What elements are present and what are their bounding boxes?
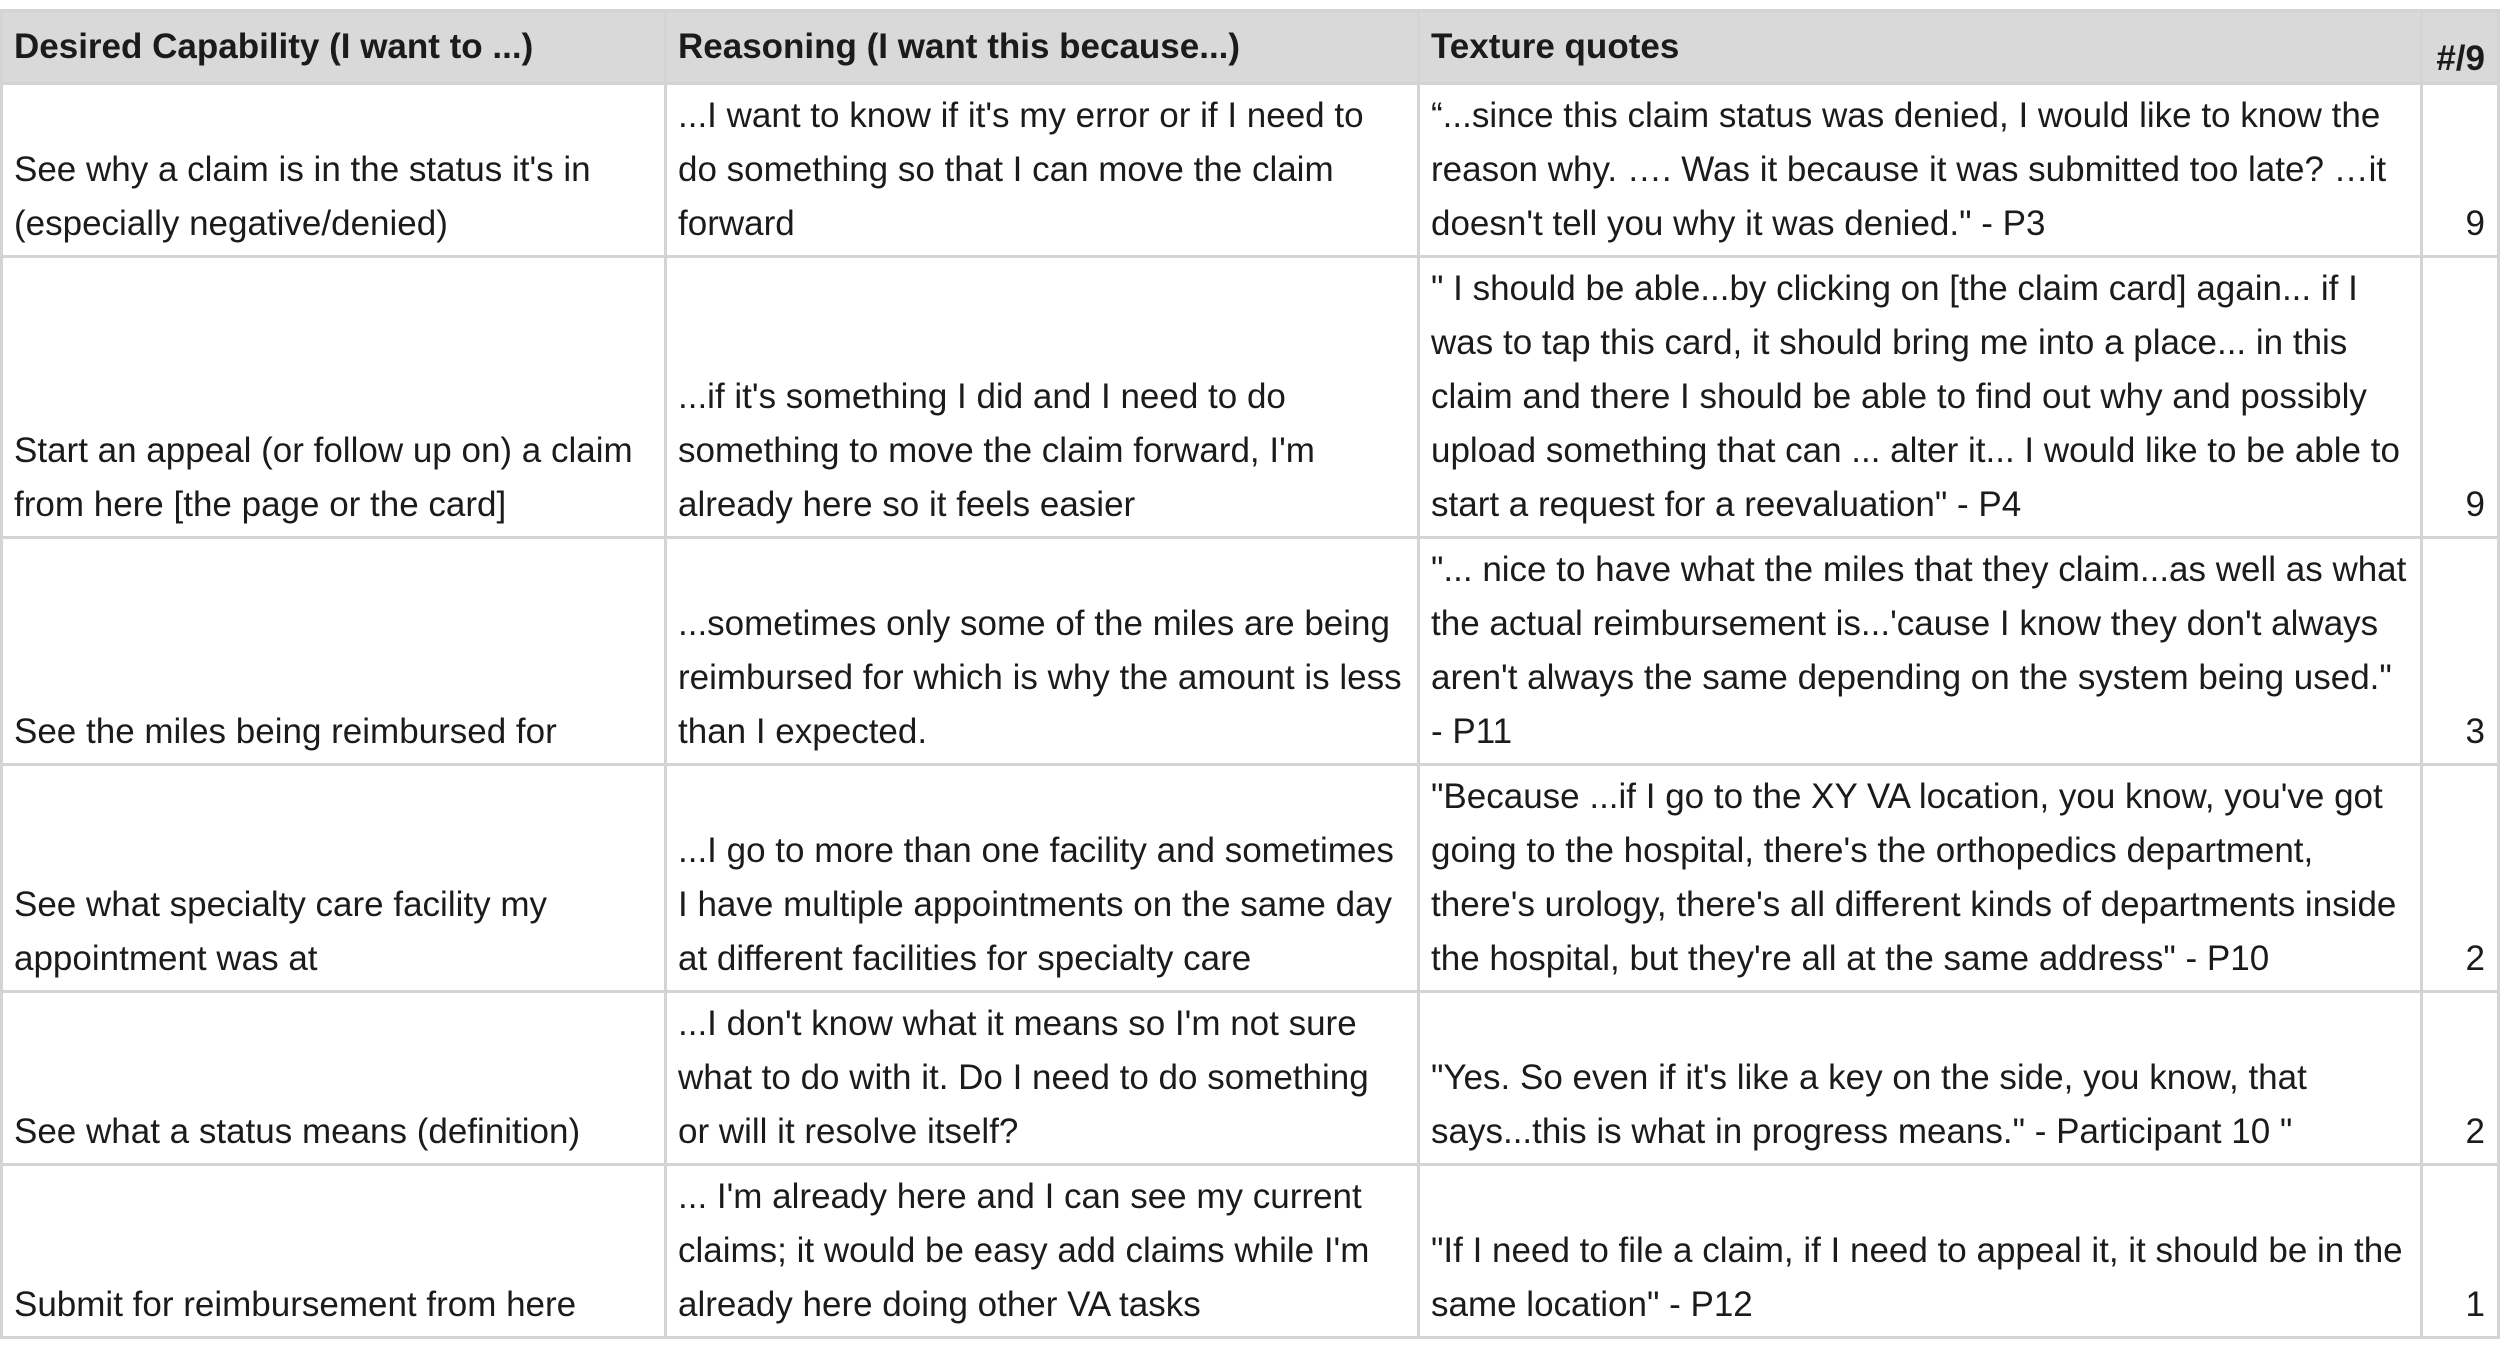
table-row (2, 538, 2499, 765)
count-cell[interactable]: 1 (2422, 1165, 2499, 1338)
table-row (2, 992, 2499, 1165)
reasoning-cell[interactable]: ...I go to more than one facility and sometimes I have multiple appointments on the same day at different facilities for specialty care (666, 765, 1419, 992)
reasoning-cell[interactable]: ...sometimes only some of the miles are being reimbursed for which is why the amount is less than I expected. (666, 538, 1419, 765)
reasoning-cell[interactable]: ...if it's something I did and I need to do something to move the claim forward, I'm already here so it feels easier (666, 257, 1419, 538)
header-capability[interactable]: Desired Capability (I want to ...) (2, 11, 666, 84)
header-count[interactable]: #/9 (2422, 11, 2499, 84)
header-reasoning[interactable]: Reasoning (I want this because...) (666, 11, 1419, 84)
count-cell[interactable]: 3 (2422, 538, 2499, 765)
reasoning-cell[interactable]: ... I'm already here and I can see my current claims; it would be easy add claims while I'm already here doing other VA tasks (666, 1165, 1419, 1338)
count-cell[interactable]: 2 (2422, 992, 2499, 1165)
capability-cell[interactable]: Start an appeal (or follow up on) a claim from here [the page or the card] (2, 257, 666, 538)
quote-cell[interactable]: "If I need to file a claim, if I need to appeal it, it should be in the same location" - P12 (1419, 1165, 2422, 1338)
quote-cell[interactable]: "... nice to have what the miles that they claim...as well as what the actual reimbursement is...'cause I know they don't always aren't always the same depending on the system being used." - P11 (1419, 538, 2422, 765)
quote-cell[interactable]: "Because ...if I go to the XY VA location, you know, you've got going to the hospital, there's the orthopedics department, there's urology, there's all different kinds of departments inside the hospital, but they're all at the same address" - P10 (1419, 765, 2422, 992)
header-row (2, 11, 2499, 84)
quote-cell[interactable]: " I should be able...by clicking on [the claim card] again... if I was to tap this card, it should bring me into a place... in this claim and there I should be able to find out why and possibly upload something that can ... alter it... I would like to be able to start a request for a reevaluation" - P4 (1419, 257, 2422, 538)
quote-cell[interactable]: “...since this claim status was denied, I would like to know the reason why. …. Was it because it was submitted too late? …it doesn't tell you why it was denied." - P3 (1419, 84, 2422, 257)
capability-cell[interactable]: See what a status means (definition) (2, 992, 666, 1165)
table-row (2, 84, 2499, 257)
reasoning-cell[interactable]: ...I want to know if it's my error or if I need to do something so that I can move the claim forward (666, 84, 1419, 257)
count-cell[interactable]: 9 (2422, 257, 2499, 538)
count-cell[interactable]: 9 (2422, 84, 2499, 257)
capability-cell[interactable]: See the miles being reimbursed for (2, 538, 666, 765)
table-row (2, 1165, 2499, 1338)
capability-cell[interactable]: See what specialty care facility my appointment was at (2, 765, 666, 992)
capabilities-table (0, 9, 2500, 1339)
reasoning-cell[interactable]: ...I don't know what it means so I'm not sure what to do with it. Do I need to do something or will it resolve itself? (666, 992, 1419, 1165)
table-row (2, 257, 2499, 538)
table-row (2, 765, 2499, 992)
capability-cell[interactable]: Submit for reimbursement from here (2, 1165, 666, 1338)
table-header (2, 11, 2499, 84)
capability-cell[interactable]: See why a claim is in the status it's in (especially negative/denied) (2, 84, 666, 257)
count-cell[interactable]: 2 (2422, 765, 2499, 992)
header-quotes[interactable]: Texture quotes (1419, 11, 2422, 84)
table-body (2, 84, 2499, 1338)
quote-cell[interactable]: "Yes. So even if it's like a key on the side, you know, that says...this is what in progress means." - Participant 10 " (1419, 992, 2422, 1165)
